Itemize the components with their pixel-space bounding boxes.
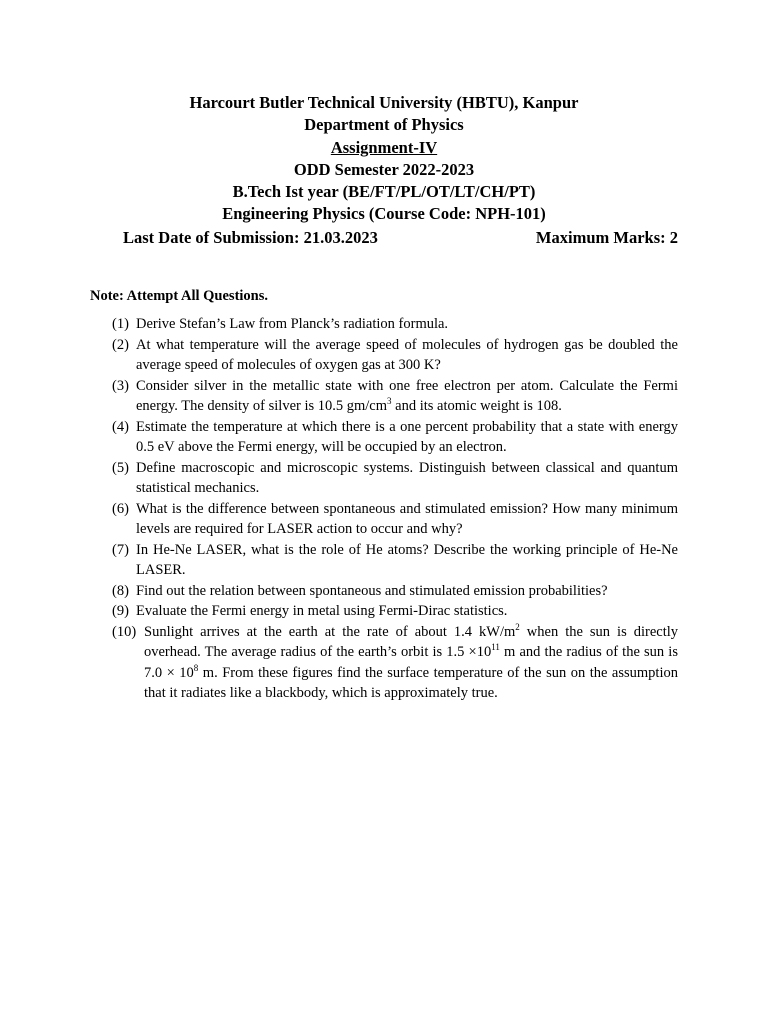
question-item: [112, 335, 678, 376]
question-item: [112, 622, 678, 704]
program-label: B.Tech Ist year (BE/FT/PL/OT/LT/CH/PT): [232, 182, 536, 202]
question-number: (2): [112, 336, 129, 353]
note-text: Note: Attempt All Questions.: [90, 288, 269, 304]
question-item: [112, 601, 678, 622]
question-number: (1): [112, 316, 129, 332]
question-number: (6): [112, 500, 129, 517]
question-text: Consider silver in the metallic state with one free electron per atom. Calculate the Fermi energy. The density of silver is 10.5 $gm/cm^3$ and its atomic weight is 108.: [136, 377, 678, 414]
semester-label: ODD Semester 2022-2023: [293, 159, 475, 179]
question-text: Define macroscopic and microscopic systems. Distinguish between classical and quantum statistical mechanics.: [136, 459, 678, 496]
question-item: [112, 376, 678, 417]
question-text: Sunlight arrives at the earth at the rate of about 1.4 $kW/m^2$ when the sun is directly overhead. The average radius of the earth’s orbit is $1.5 \times 10^{11}$ m and the radius of the sun is $7.0 \times 10^8$ m. From these figures find the surface temperature of the sun on the assumption that it radiates like a blackbody, which is approximately true.: [144, 621, 678, 701]
question-text: Find out the relation between spontaneous and stimulated emission probabilities?: [136, 582, 608, 599]
question-text: Estimate the temperature at which there is a one percent probability that a state with energy 0.5 eV above the Fermi energy, will be occupied by an electron.: [136, 418, 678, 455]
assignment-title: Assignment-IV: [330, 137, 438, 157]
university-name: Harcourt Butler Technical University (HBTU), Kanpur: [189, 93, 579, 112]
maximum-marks: Maximum Marks: 2: [535, 228, 678, 247]
question-text: In He-Ne LASER, what is the role of He atoms? Describe the working principle of He-Ne LASER.: [136, 541, 678, 578]
document-header: [0, 92, 768, 226]
department-name: Department of Physics: [304, 115, 464, 135]
question-number: (8): [112, 582, 129, 599]
question-item: [112, 581, 678, 602]
question-item: [112, 314, 678, 335]
question-number: (10): [112, 623, 137, 640]
course-label: Engineering Physics (Course Code: NPH-101): [222, 204, 546, 224]
question-number: (5): [112, 459, 129, 476]
question-number: (9): [112, 603, 129, 619]
question-list: [112, 314, 678, 704]
question-number: (3): [112, 377, 129, 394]
submission-row: [123, 227, 678, 249]
question-number: (7): [112, 541, 129, 558]
question-text: At what temperature will the average speed of molecules of hydrogen gas be doubled the average speed of molecules of oxygen gas at 300 K?: [136, 336, 678, 373]
question-item: [112, 540, 678, 581]
question-text: Evaluate the Fermi energy in metal using Fermi-Dirac statistics.: [136, 603, 508, 619]
question-item: [112, 458, 678, 499]
question-item: [112, 499, 678, 540]
question-text: Derive Stefan’s Law from Planck’s radiation formula.: [136, 316, 449, 332]
question-number: (4): [112, 418, 129, 435]
question-item: [112, 417, 678, 458]
question-text: What is the difference between spontaneous and stimulated emission? How many minimum levels are required for LASER action to occur and why?: [136, 500, 678, 537]
last-date-of-submission: Last Date of Submission: 21.03.2023: [123, 228, 378, 247]
